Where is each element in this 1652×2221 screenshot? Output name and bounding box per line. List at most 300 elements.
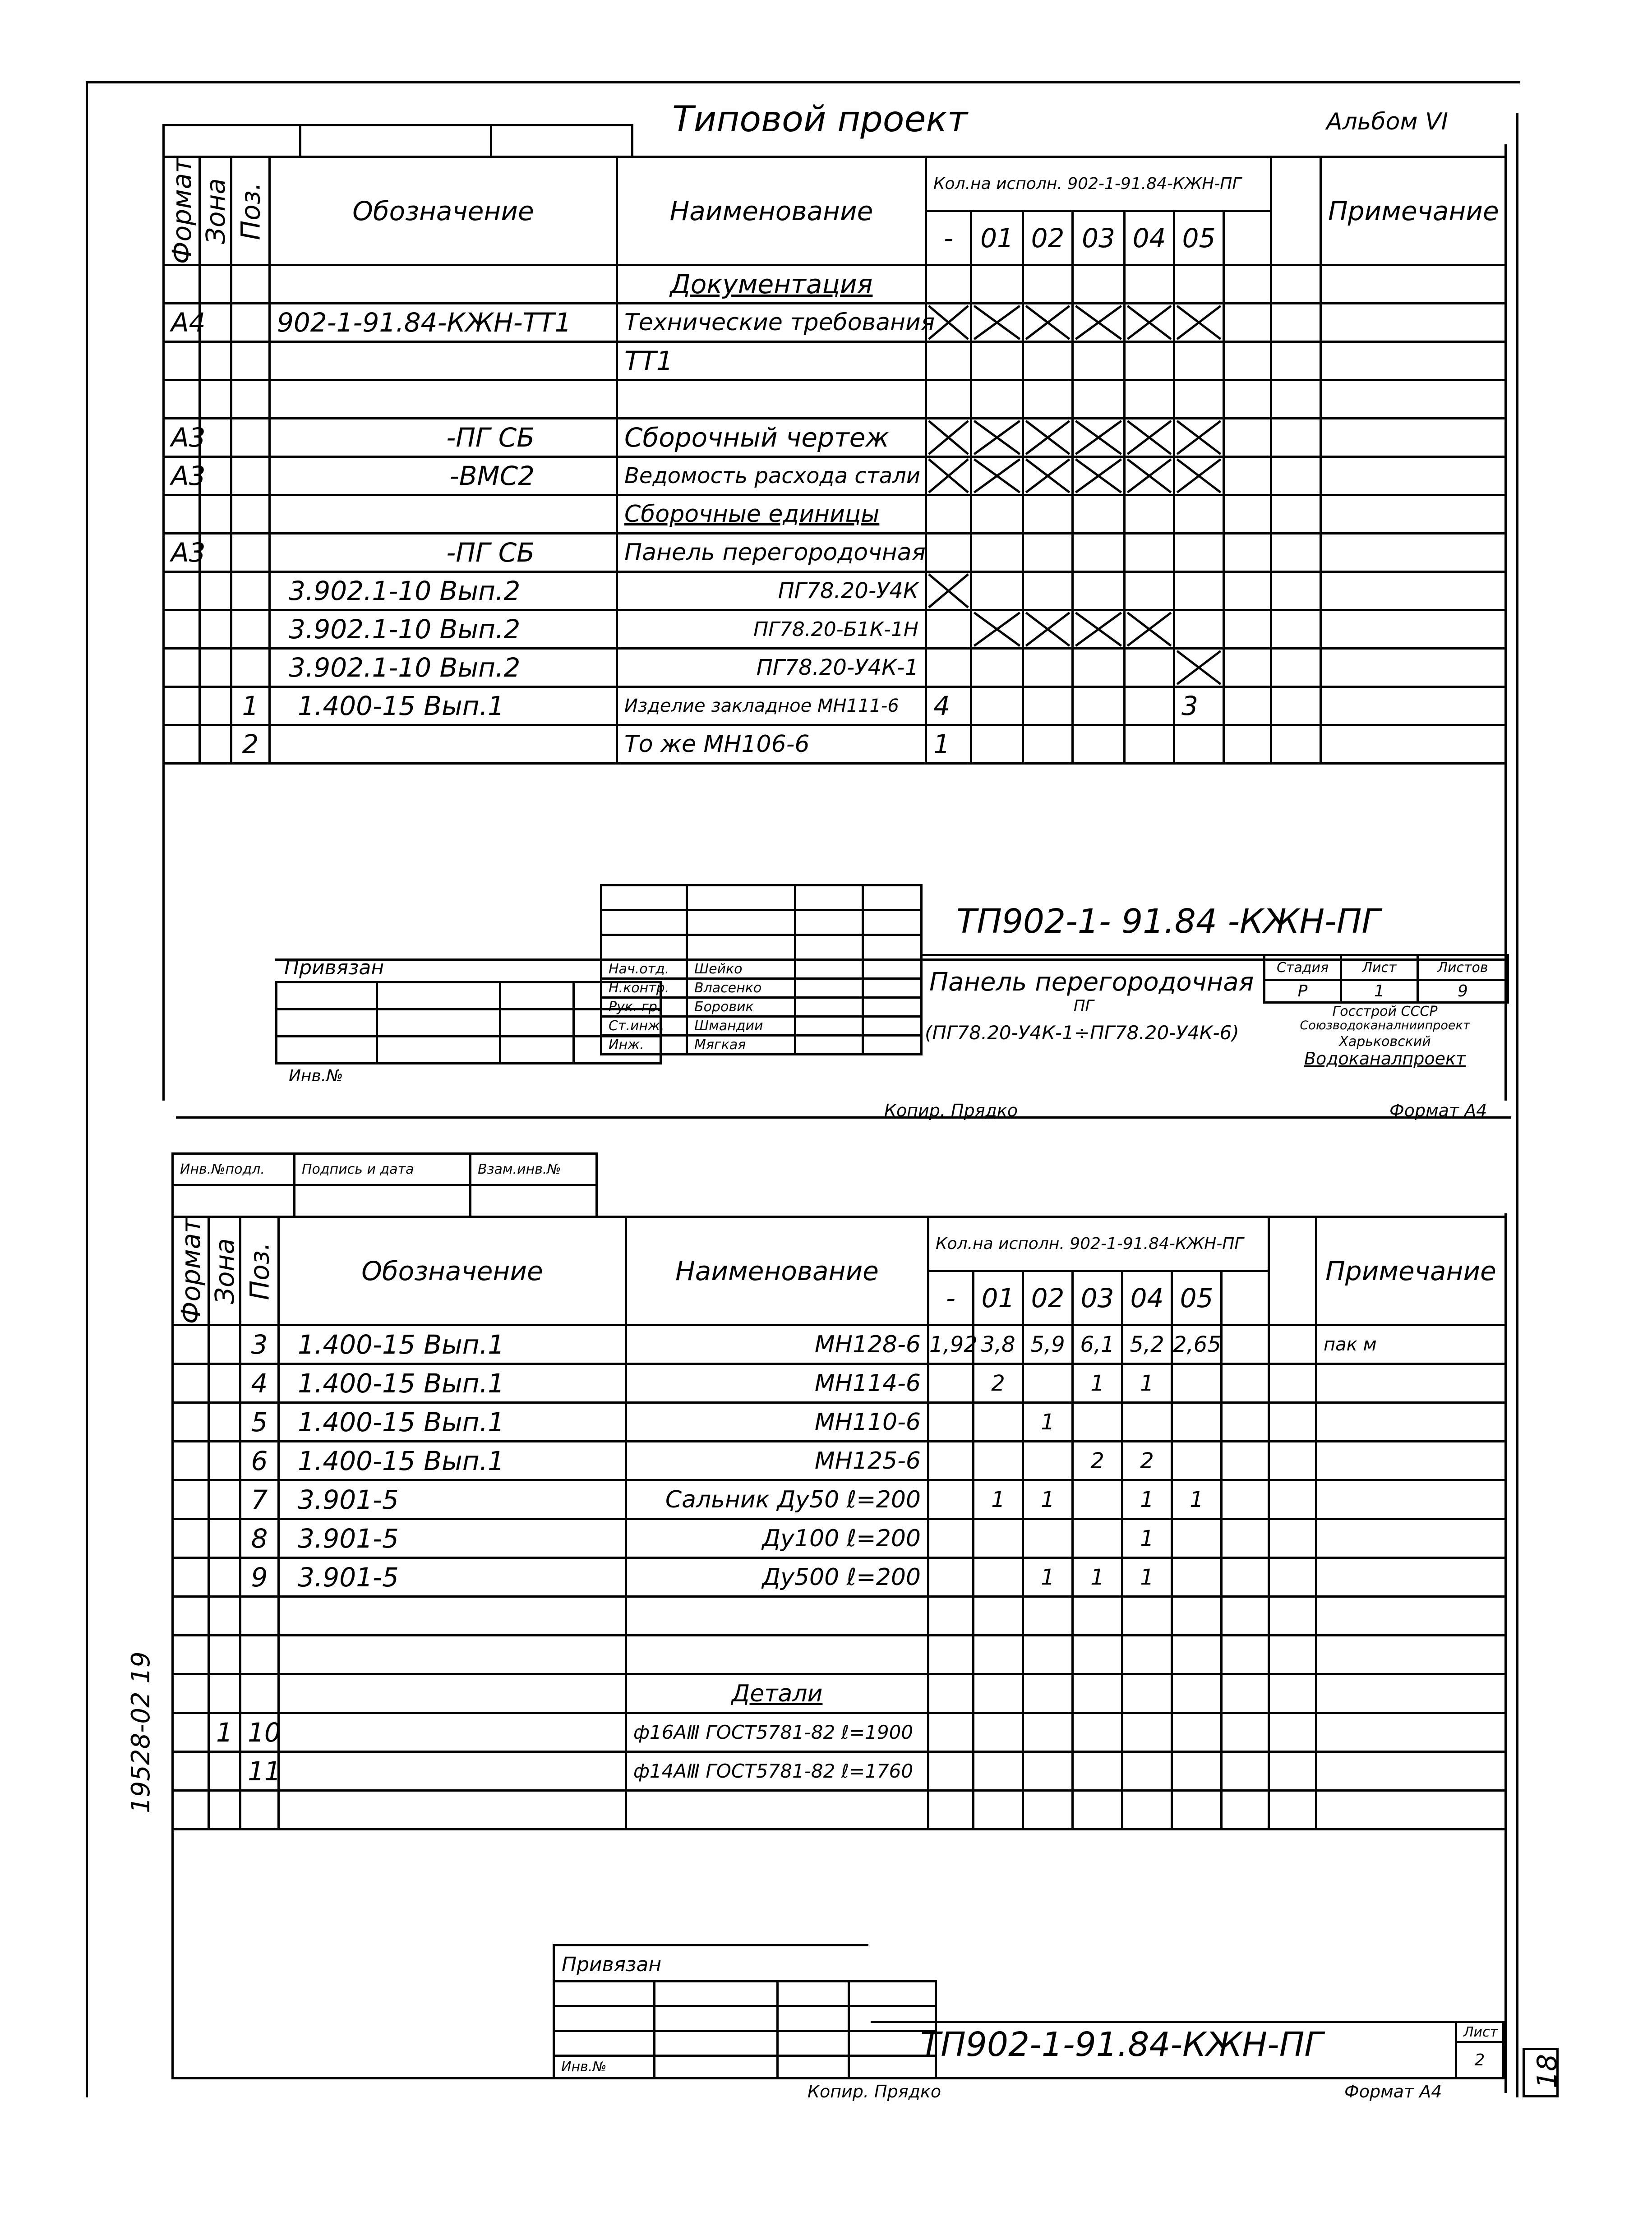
- privyazan-label: Привязан: [284, 956, 384, 979]
- zone-cell: [209, 1325, 240, 1364]
- name-cell: ПГ78.20-У4К: [617, 572, 926, 610]
- sheet-divider: [176, 1116, 1511, 1119]
- col-format: Формат: [164, 157, 200, 265]
- qty-cell: [1023, 1752, 1073, 1791]
- stamp2-top-h: [553, 1944, 868, 1946]
- qty-cell: [974, 1713, 1023, 1752]
- name-cell: Сальник Ду50 ℓ=200: [626, 1480, 928, 1519]
- qty-cell: [1172, 1636, 1222, 1674]
- designation-cell: 3.901-5: [279, 1519, 626, 1558]
- name-cell: [626, 1597, 928, 1636]
- note-cell: [1316, 1597, 1506, 1636]
- note-cell: [1316, 1519, 1506, 1558]
- designation-cell: [279, 1636, 626, 1674]
- table-row: [164, 342, 1506, 380]
- name-cell: Технические требования: [617, 304, 926, 342]
- sheets-label: Листов: [1418, 955, 1508, 980]
- col-designation: Обозначение: [270, 157, 617, 265]
- cross-mark: [1073, 419, 1125, 457]
- qty-cell: 1: [974, 1480, 1023, 1519]
- signer-name: Власенко: [687, 979, 795, 998]
- doc-title-mark: ПГ: [1074, 997, 1094, 1015]
- qty-cell: 1: [1122, 1558, 1172, 1597]
- qty-cell: [928, 1364, 974, 1403]
- sheet-label-2: Лист: [1456, 2022, 1504, 2042]
- qty-cell: 5,9: [1023, 1325, 1073, 1364]
- inv-label: Инв.№: [289, 1067, 343, 1085]
- qty-cell: [1073, 1519, 1122, 1558]
- name-cell: [626, 1791, 928, 1829]
- inv-podl-label: Инв.№подл.: [173, 1154, 295, 1185]
- signature-date-label: Подпись и дата: [295, 1154, 471, 1185]
- qty-cell: [1172, 1597, 1222, 1636]
- qty-cell: [1122, 1597, 1172, 1636]
- sheet-value-2: 2: [1456, 2042, 1504, 2078]
- table-row: [164, 380, 1506, 419]
- zone-cell: [209, 1674, 240, 1713]
- qty-cell: 2,65: [1172, 1325, 1222, 1364]
- cross-mark: [1023, 610, 1073, 649]
- cross-mark: [1174, 457, 1224, 495]
- designation-cell: 1.400-15 Вып.1: [279, 1325, 626, 1364]
- qty-cell: [928, 1674, 974, 1713]
- zone-cell: [209, 1558, 240, 1597]
- role-cell: Инж.: [601, 1036, 687, 1055]
- designation-cell: 1.400-15 Вып.1: [279, 1403, 626, 1442]
- table-row: [173, 1442, 1506, 1480]
- qty-cell: [1023, 1442, 1073, 1480]
- name-cell: МН110-6: [626, 1403, 928, 1442]
- qty-cell: [928, 1442, 974, 1480]
- qty-cell: [1023, 1597, 1073, 1636]
- cross-mark: [926, 304, 971, 342]
- role-cell: Нач.отд.: [601, 960, 687, 979]
- qty-cell: [974, 1674, 1023, 1713]
- col-pos: Поз.: [231, 157, 270, 265]
- pos-cell: 6: [240, 1442, 279, 1480]
- zone-cell: [209, 1752, 240, 1791]
- table-row: [173, 1597, 1506, 1636]
- table-row: [164, 419, 1506, 457]
- pos-cell: 2: [231, 725, 270, 764]
- zone-cell: [209, 1519, 240, 1558]
- stage-label: Стадия: [1264, 955, 1341, 980]
- zone-cell: [209, 1597, 240, 1636]
- qty-cell: [928, 1752, 974, 1791]
- qty-cell: 2: [974, 1364, 1023, 1403]
- name-cell: ф16AⅢ ГОСТ5781-82 ℓ=1900: [626, 1713, 928, 1752]
- name-cell: Изделие закладное МН111-6: [617, 687, 926, 725]
- cross-mark: [926, 419, 971, 457]
- note-cell: [1316, 1713, 1506, 1752]
- table-row: [164, 610, 1506, 649]
- sheet-label: Лист: [1341, 955, 1418, 980]
- cross-mark: [1125, 610, 1174, 649]
- note-cell: [1316, 1752, 1506, 1791]
- qty-cell: [1172, 1752, 1222, 1791]
- table-row: [164, 457, 1506, 495]
- qty-cell: [1122, 1752, 1172, 1791]
- copier-label-2: Копир. Прядко: [808, 2082, 941, 2101]
- col-qty-header: Кол.на исполн. 902-1-91.84-КЖН-ПГ: [928, 1217, 1269, 1271]
- qty-cell: [1023, 1519, 1073, 1558]
- project-type: Типовой проект: [672, 99, 968, 140]
- qty-cell: 2: [1122, 1442, 1172, 1480]
- table-row: [173, 1558, 1506, 1597]
- zone-cell: [209, 1442, 240, 1480]
- org-line-3: Харьковский: [1339, 1034, 1431, 1050]
- name-cell: МН128-6: [626, 1325, 928, 1364]
- zone-cell: [209, 1791, 240, 1829]
- zone-cell: [209, 1636, 240, 1674]
- table-row: [173, 1636, 1506, 1674]
- col-designation: Обозначение: [279, 1217, 626, 1325]
- cross-mark: [1125, 304, 1174, 342]
- pos-cell: 4: [240, 1364, 279, 1403]
- name-cell: Ду100 ℓ=200: [626, 1519, 928, 1558]
- signer-name: Мягкая: [687, 1036, 795, 1055]
- qty-cell: [928, 1597, 974, 1636]
- qty-cell: [928, 1713, 974, 1752]
- format-label-2: Формат А4: [1344, 2082, 1442, 2101]
- name-cell: ф14AⅢ ГОСТ5781-82 ℓ=1760: [626, 1752, 928, 1791]
- designation-cell: [279, 1597, 626, 1636]
- qty-cell: [974, 1597, 1023, 1636]
- cross-mark: [926, 572, 971, 610]
- cross-mark: [971, 419, 1023, 457]
- right-border: [1516, 113, 1518, 2097]
- qty-cell: 3,8: [974, 1325, 1023, 1364]
- col-variant: -: [928, 1271, 974, 1325]
- designation-cell: 1.400-15 Вып.1: [279, 1364, 626, 1403]
- privyazan-label-2: Привязан: [562, 1953, 662, 1976]
- role-cell: Н.контр.: [601, 979, 687, 998]
- qty-cell: 1,92: [928, 1325, 974, 1364]
- designation-cell: -ПГ СБ: [270, 534, 617, 572]
- cross-mark: [971, 610, 1023, 649]
- doc-code-2: ТП902-1-91.84-КЖН-ПГ: [920, 2025, 1323, 2064]
- table-row: [164, 725, 1506, 764]
- col-variant: 01: [974, 1271, 1023, 1325]
- note-cell: [1316, 1636, 1506, 1674]
- designation-cell: [279, 1674, 626, 1713]
- designation-cell: [279, 1791, 626, 1829]
- cross-mark: [1174, 304, 1224, 342]
- qty-cell: 1: [1122, 1480, 1172, 1519]
- designation-cell: 3.901-5: [279, 1558, 626, 1597]
- pos-cell: 3: [240, 1325, 279, 1364]
- sheet1-spec-table: [162, 156, 1507, 765]
- col-pos: Поз.: [240, 1217, 279, 1325]
- pos-cell: 11: [240, 1752, 279, 1791]
- signer-name: Шейко: [687, 960, 795, 979]
- designation-cell: 3.902.1-10 Вып.2: [270, 649, 617, 687]
- qty-cell: [1073, 1752, 1122, 1791]
- col-qty-header: Кол.на исполн. 902-1-91.84-КЖН-ПГ: [926, 157, 1271, 211]
- pos-cell: [240, 1597, 279, 1636]
- col-format: Формат: [173, 1217, 209, 1325]
- designation-cell: [279, 1752, 626, 1791]
- qty-cell: [1122, 1713, 1172, 1752]
- table-row: [173, 1713, 1506, 1752]
- qty-cell: [1172, 1713, 1222, 1752]
- col-name: Наименование: [617, 157, 926, 265]
- name-cell: Ду500 ℓ=200: [626, 1558, 928, 1597]
- doc-title-range: (ПГ78.20-У4К-1÷ПГ78.20-У4К-6): [925, 1022, 1239, 1044]
- note-cell: [1316, 1791, 1506, 1829]
- cross-mark: [1174, 649, 1224, 687]
- stage-table: [1263, 954, 1509, 1004]
- col-variant: 04: [1122, 1271, 1172, 1325]
- qty-cell: [1023, 1364, 1073, 1403]
- designation-cell: [279, 1713, 626, 1752]
- designation-cell: 3.902.1-10 Вып.2: [270, 572, 617, 610]
- role-cell: Ст.инж.: [601, 1017, 687, 1036]
- table-row: [173, 1519, 1506, 1558]
- qty-cell: [928, 1791, 974, 1829]
- cross-mark: [1073, 304, 1125, 342]
- table-row: [173, 1752, 1506, 1791]
- signer-name: Боровик: [687, 998, 795, 1017]
- col-variant: 02: [1023, 211, 1073, 265]
- sheet-number-cell: [1455, 2021, 1504, 2079]
- side-inventory-number: 19528-02 19: [126, 1651, 156, 1813]
- note-cell: [1316, 1558, 1506, 1597]
- note-cell: [1316, 1442, 1506, 1480]
- name-cell: То же МН106-6: [617, 725, 926, 764]
- zone-cell: [209, 1403, 240, 1442]
- qty-cell: [1023, 1713, 1073, 1752]
- qty-cell: [928, 1480, 974, 1519]
- qty-cell: [928, 1519, 974, 1558]
- designation-cell: 1.400-15 Вып.1: [279, 1442, 626, 1480]
- table-row: [164, 649, 1506, 687]
- qty-cell: 1: [1073, 1558, 1122, 1597]
- doc-title: Панель перегородочная: [929, 968, 1254, 997]
- name-cell: Панель перегородочная: [617, 534, 926, 572]
- qty-cell: [1023, 1674, 1073, 1713]
- designation-cell: -ВМС2: [270, 457, 617, 495]
- format-cell: А4: [164, 304, 200, 342]
- col-variant: -: [926, 211, 971, 265]
- col-note: Примечание: [1321, 157, 1506, 265]
- name-cell: Сборочный чертеж: [617, 419, 926, 457]
- qty-cell: [1073, 1480, 1122, 1519]
- format-cell: А3: [164, 419, 200, 457]
- qty-cell: [1172, 1519, 1222, 1558]
- qty-cell: [1023, 1791, 1073, 1829]
- qty-cell: [928, 1558, 974, 1597]
- role-cell: Рук. гр.: [601, 998, 687, 1017]
- cross-mark: [1125, 457, 1174, 495]
- name-cell: ПГ78.20-У4К-1: [617, 649, 926, 687]
- qty-cell: 1: [926, 725, 971, 764]
- qty-cell: [974, 1636, 1023, 1674]
- col-variant: 05: [1172, 1271, 1222, 1325]
- qty-cell: [1172, 1674, 1222, 1713]
- qty-cell: [1122, 1674, 1172, 1713]
- qty-cell: [1172, 1403, 1222, 1442]
- col-zone: Зона: [200, 157, 231, 265]
- pos-cell: [240, 1636, 279, 1674]
- corner-number: 18: [1532, 2054, 1563, 2088]
- doc-code: ТП902-1- 91.84 -КЖН-ПГ: [956, 902, 1380, 941]
- qty-cell: 1: [1073, 1364, 1122, 1403]
- cross-mark: [971, 304, 1023, 342]
- signature-table: [600, 884, 923, 1055]
- section-heading: Документация: [617, 265, 926, 304]
- section-heading: Детали: [626, 1674, 928, 1713]
- qty-cell: 6,1: [1073, 1325, 1122, 1364]
- cross-mark: [926, 457, 971, 495]
- format-cell: А3: [164, 534, 200, 572]
- sheet-value: 1: [1341, 980, 1418, 1003]
- qty-cell: [1122, 1636, 1172, 1674]
- stage-value: Р: [1264, 980, 1341, 1003]
- qty-cell: [1172, 1791, 1222, 1829]
- qty-cell: 1: [1023, 1480, 1073, 1519]
- qty-cell: [1172, 1442, 1222, 1480]
- col-variant: 03: [1073, 1271, 1122, 1325]
- note-cell: [1316, 1480, 1506, 1519]
- cross-mark: [1023, 457, 1073, 495]
- qty-cell: [1073, 1403, 1122, 1442]
- qty-cell: 5,2: [1122, 1325, 1172, 1364]
- qty-cell: [1122, 1791, 1172, 1829]
- qty-cell: [974, 1403, 1023, 1442]
- table-row: [164, 265, 1506, 304]
- sheet2-spec-table: [171, 1216, 1507, 1830]
- org-line-1: Госстрой СССР: [1332, 1004, 1438, 1019]
- album-label: Альбом VI: [1326, 108, 1449, 135]
- table-row: [173, 1403, 1506, 1442]
- qty-cell: [1172, 1558, 1222, 1597]
- table-row: [164, 495, 1506, 534]
- qty-cell: [928, 1403, 974, 1442]
- designation-cell: 902-1-91.84-КЖН-ТТ1: [270, 304, 617, 342]
- pos-cell: 10: [240, 1713, 279, 1752]
- qty-cell: 1: [1023, 1558, 1073, 1597]
- note-cell: [1316, 1674, 1506, 1713]
- table-row: [173, 1674, 1506, 1713]
- designation-cell: 3.902.1-10 Вып.2: [270, 610, 617, 649]
- col-note: Примечание: [1316, 1217, 1506, 1325]
- left-border: [86, 81, 88, 2097]
- qty-cell: [974, 1442, 1023, 1480]
- qty-cell: [1073, 1597, 1122, 1636]
- zone-cell: [209, 1364, 240, 1403]
- col-zone: Зона: [209, 1217, 240, 1325]
- qty-cell: 1: [1122, 1364, 1172, 1403]
- col-name: Наименование: [626, 1217, 928, 1325]
- table-row: [164, 572, 1506, 610]
- qty-cell: [974, 1752, 1023, 1791]
- cross-mark: [971, 457, 1023, 495]
- qty-cell: 1: [1122, 1519, 1172, 1558]
- format-label: Формат А4: [1389, 1101, 1487, 1120]
- qty-cell: 2: [1073, 1442, 1122, 1480]
- cross-mark: [1023, 419, 1073, 457]
- table-row: [173, 1325, 1506, 1364]
- name-cell: МН114-6: [626, 1364, 928, 1403]
- col-variant: 03: [1073, 211, 1125, 265]
- qty-cell: [974, 1558, 1023, 1597]
- qty-cell: [1073, 1713, 1122, 1752]
- table-row: [173, 1364, 1506, 1403]
- inv-label-2: Инв.№: [554, 2056, 655, 2078]
- table-row: [164, 687, 1506, 725]
- top-border: [86, 81, 1520, 83]
- table-row: [173, 1791, 1506, 1829]
- cross-mark: [1125, 419, 1174, 457]
- pos-cell: [240, 1791, 279, 1829]
- cross-mark: [1073, 610, 1125, 649]
- name-cell: Ведомость расхода стали: [617, 457, 926, 495]
- pos-cell: [240, 1674, 279, 1713]
- qty-cell: 1: [1023, 1403, 1073, 1442]
- qty-cell: [1073, 1791, 1122, 1829]
- qty-cell: 4: [926, 687, 971, 725]
- note-cell: [1316, 1364, 1506, 1403]
- designation-cell: 1.400-15 Вып.1: [270, 687, 617, 725]
- zone-cell: [209, 1480, 240, 1519]
- section-heading: Сборочные единицы: [617, 495, 926, 534]
- top-stamp-cells: [162, 124, 633, 158]
- signer-name: Шмандии: [687, 1017, 795, 1036]
- qty-cell: 1: [1172, 1480, 1222, 1519]
- name-cell: ПГ78.20-Б1К-1Н: [617, 610, 926, 649]
- pos-cell: 5: [240, 1403, 279, 1442]
- format-cell: А3: [164, 457, 200, 495]
- designation-cell: 3.901-5: [279, 1480, 626, 1519]
- designation-cell: -ПГ СБ: [270, 419, 617, 457]
- table-row: [173, 1480, 1506, 1519]
- sheets-value: 9: [1418, 980, 1508, 1003]
- name-cell: ТТ1: [617, 342, 926, 380]
- qty-cell: [928, 1636, 974, 1674]
- note-cell: [1316, 1403, 1506, 1442]
- pos-cell: 7: [240, 1480, 279, 1519]
- note-cell: пак м: [1316, 1325, 1506, 1364]
- org-line-2: Союзводоканалниипроект: [1300, 1018, 1470, 1032]
- table-row: [164, 304, 1506, 342]
- stamp2-code-line: [871, 2021, 1507, 2023]
- qty-cell: 3: [1174, 687, 1224, 725]
- name-cell: [626, 1636, 928, 1674]
- qty-cell: [1073, 1636, 1122, 1674]
- qty-cell: [1122, 1403, 1172, 1442]
- cross-mark: [1073, 457, 1125, 495]
- qty-cell: [1023, 1636, 1073, 1674]
- qty-cell: [974, 1519, 1023, 1558]
- pos-cell: 9: [240, 1558, 279, 1597]
- sheet2-top-stamp: [171, 1152, 598, 1218]
- vzam-inv-label: Взам.инв.№: [471, 1154, 597, 1185]
- zone-cell: 1: [209, 1713, 240, 1752]
- cross-mark: [1023, 304, 1073, 342]
- org-line-4: Водоканалпроект: [1304, 1049, 1466, 1069]
- col-variant: 05: [1174, 211, 1224, 265]
- name-cell: МН125-6: [626, 1442, 928, 1480]
- col-variant: 01: [971, 211, 1023, 265]
- col-variant: 02: [1023, 1271, 1073, 1325]
- table-row: [164, 534, 1506, 572]
- cross-mark: [1174, 419, 1224, 457]
- privyazan-cells-2: [553, 1980, 937, 2079]
- copier-label: Копир. Прядко: [884, 1101, 1018, 1120]
- qty-cell: [1172, 1364, 1222, 1403]
- qty-cell: [1073, 1674, 1122, 1713]
